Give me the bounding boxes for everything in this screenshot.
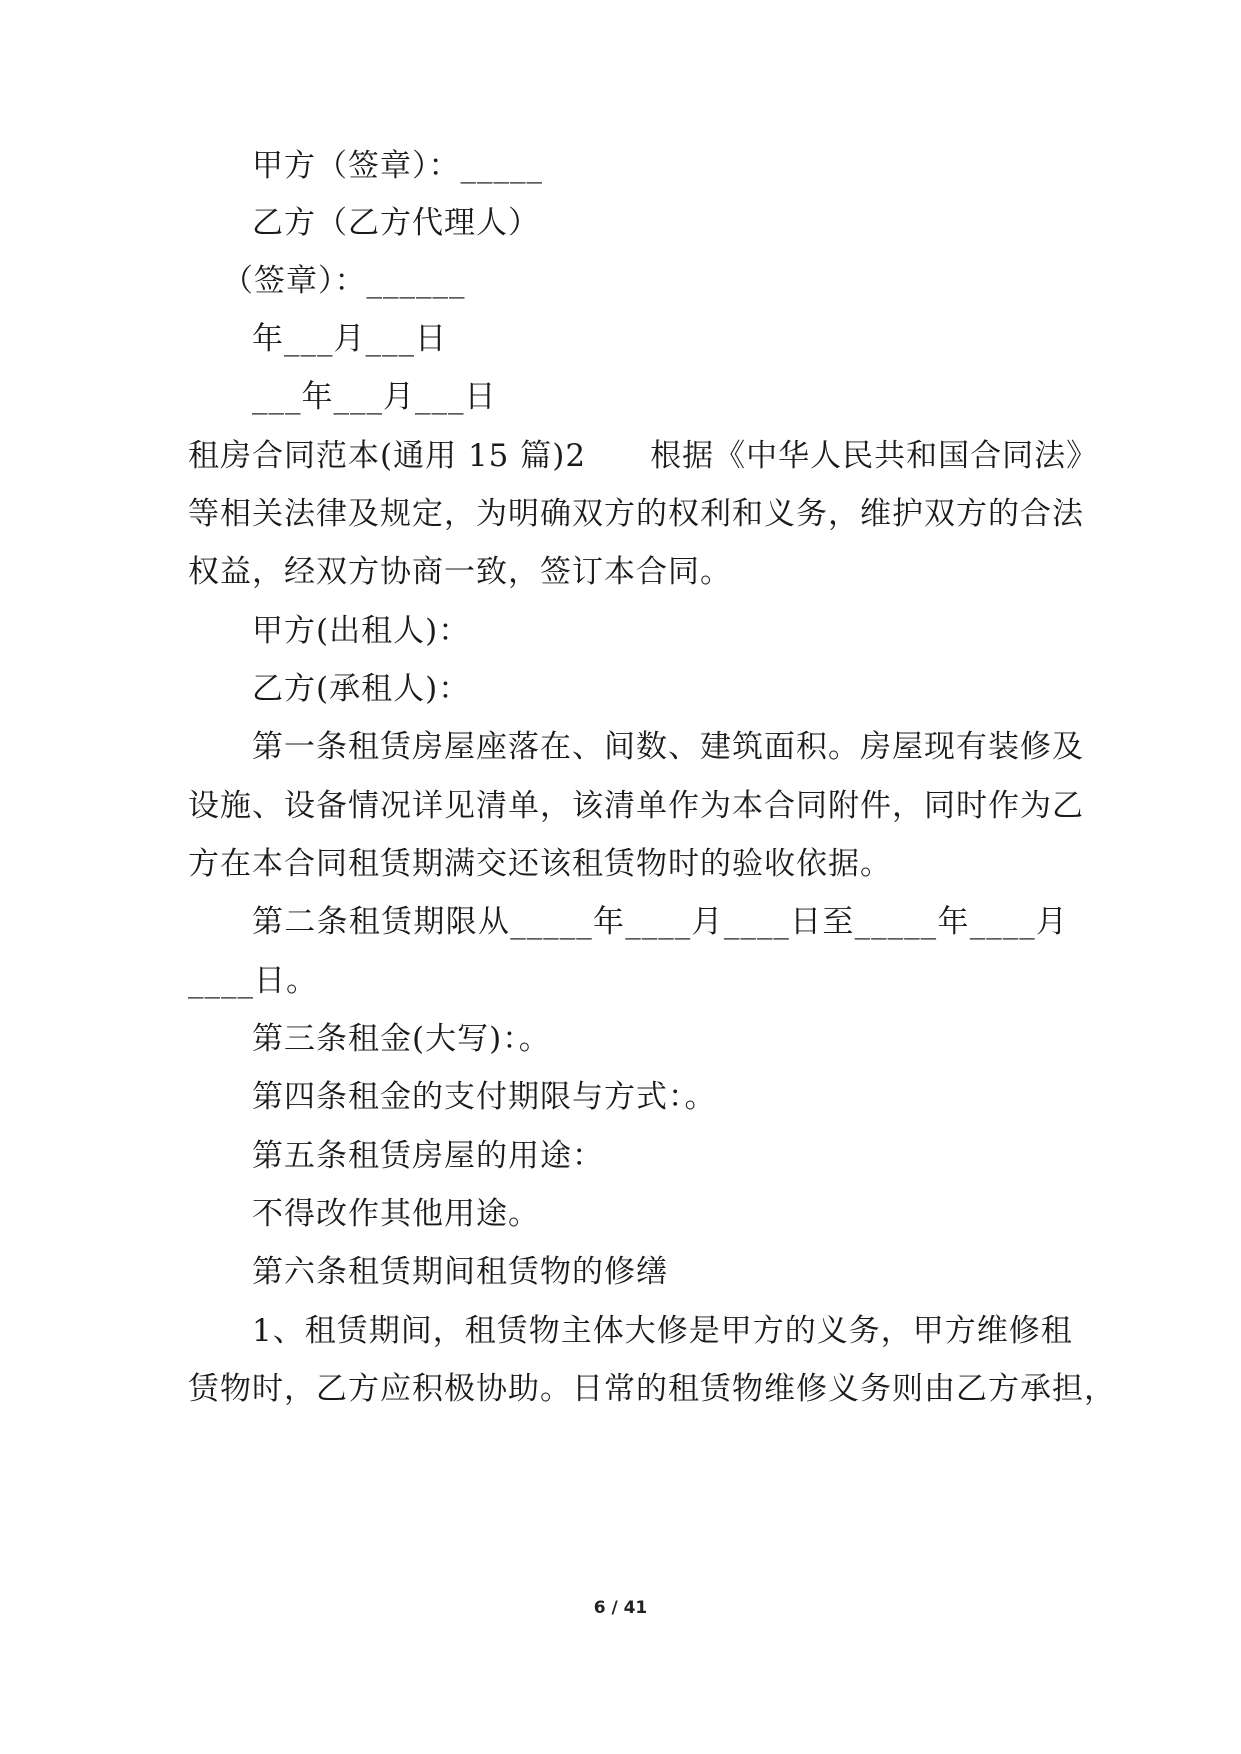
- party-b-lessee: 乙方(承租人)：: [252, 671, 471, 707]
- signature-party-a: 甲方（签章）：_____: [252, 148, 543, 184]
- party-a-lessor: 甲方(出租人)：: [252, 613, 471, 649]
- article-5: 第五条租赁房屋的用途：: [252, 1138, 604, 1174]
- article-2-line: ____日。: [188, 963, 318, 999]
- article-1-line: 方在本合同租赁期满交还该租赁物时的验收依据。: [188, 846, 892, 882]
- article-4: 第四条租金的支付期限与方式：。: [252, 1079, 717, 1115]
- section-title-line: 租房合同范本(通用 15 篇)2 根据《中华人民共和国合同法》: [188, 438, 1099, 474]
- article-3: 第三条租金(大写)：。: [252, 1021, 551, 1057]
- article-5-note: 不得改作其他用途。: [252, 1196, 540, 1232]
- signature-party-b-agent: 乙方（乙方代理人）: [252, 205, 540, 241]
- page-number: 6 / 41: [593, 1598, 648, 1618]
- paragraph-line: 等相关法律及规定，为明确双方的权利和义务，维护双方的合法: [188, 496, 1084, 532]
- date-line-2: ___年___月___日: [252, 379, 497, 415]
- article-6-item-1-line: 1、租赁期间，租赁物主体大修是甲方的义务，甲方维修租: [252, 1313, 1073, 1349]
- article-1-line: 设施、设备情况详见清单，该清单作为本合同附件，同时作为乙: [188, 788, 1084, 824]
- signature-seal: （签章）：______: [222, 263, 466, 299]
- article-6: 第六条租赁期间租赁物的修缮: [252, 1254, 668, 1290]
- date-line-1: 年___月___日: [252, 321, 447, 357]
- article-1-line: 第一条租赁房屋座落在、间数、建筑面积。房屋现有装修及: [252, 729, 1084, 765]
- article-2-line: 第二条租赁期限从_____年____月____日至_____年____月: [252, 904, 1068, 940]
- article-6-item-1-line: 赁物时，乙方应积极协助。日常的租赁物维修义务则由乙方承担，: [188, 1371, 1116, 1407]
- paragraph-line: 权益，经双方协商一致，签订本合同。: [188, 554, 732, 590]
